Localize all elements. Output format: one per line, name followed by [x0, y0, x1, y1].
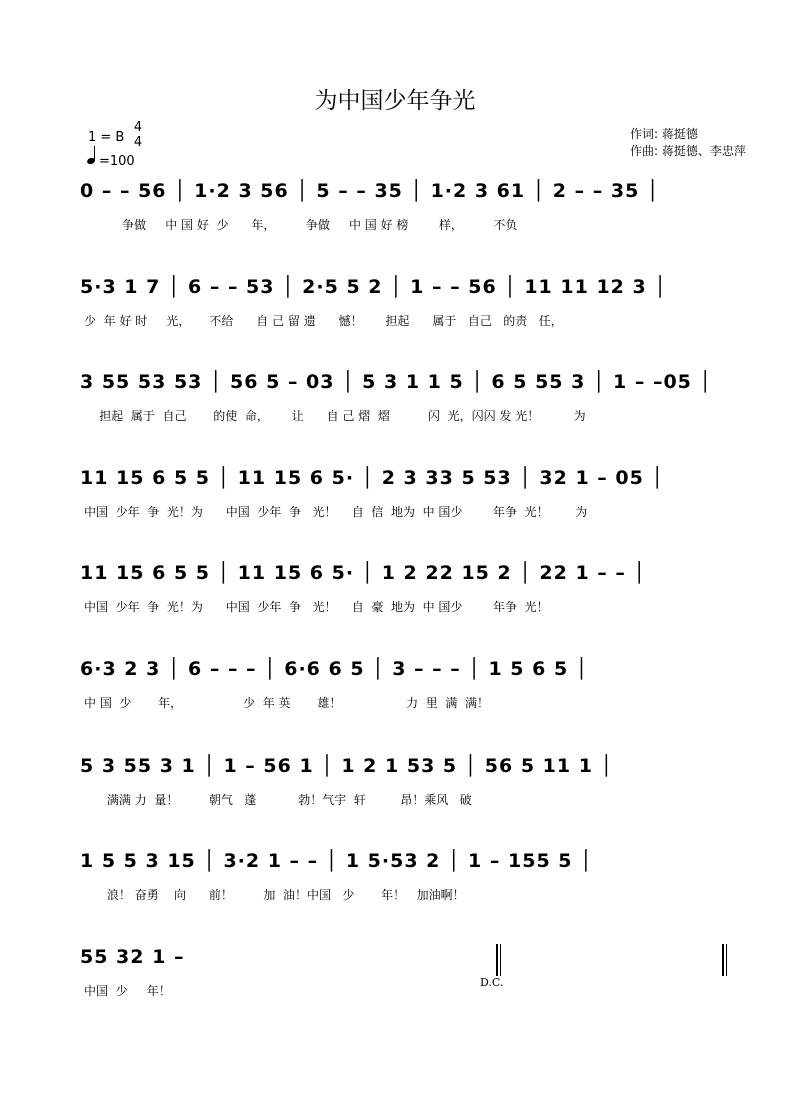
dc-marking: D.C.: [480, 976, 504, 989]
lyrics-line: 担起 属于 自己 的使 命， 让 自 己 熠 熠 闪 光，闪闪 发 光！ 为: [84, 409, 586, 423]
song-title: 为中国少年争光: [314, 88, 476, 114]
notes-line: 0 – – 56 │ 1·2 3 56 │ 5 – – 35 │ 1·2 3 61 │ 2 – – 35 │: [80, 180, 660, 202]
final-barline-thin: [726, 944, 727, 976]
score-row-8: [0, 850, 790, 930]
notes-line: 1 5 5 3 15 │ 3·2 1 – – │ 1 5·53 2 │ 1 – 155 5 │: [80, 850, 593, 872]
repeat-barline-left-thin: [500, 944, 501, 976]
lyrics-line: 中国 少年 争 光！为 中国 少年 争 光！ 自 豪 地为 中 国少 年争 光！: [84, 600, 549, 614]
notes-line: 5·3 1 7 │ 6 – – 53 │ 2·5 5 2 │ 1 – – 56 │ 11 11 12 3 │: [80, 276, 667, 298]
time-signature-top: 4: [133, 120, 143, 135]
score-row-5: [0, 562, 790, 642]
lyrics-line: 中 国 少 年， 少 年 英 雄！ 力 里 满 满！: [84, 696, 490, 710]
notes-line: 11 15 6 5 5 │ 11 15 6 5· │ 1 2 22 15 2 │ 22 1 – – │: [80, 562, 646, 584]
quarter-note-stem: [94, 146, 95, 161]
score-row-3: [0, 371, 790, 451]
lyricist: 作词: 蒋挺德: [630, 127, 698, 141]
lyrics-line: 中国 少年 争 光！为 中国 少年 争 光！ 自 信 地为 中 国少 年争 光！ 为: [84, 505, 588, 519]
notes-line: 55 32 1 –: [80, 946, 185, 968]
credits: [630, 126, 746, 160]
score-row-7: [0, 755, 790, 835]
time-signature: [131, 120, 145, 150]
notes-line: 5 3 55 3 1 │ 1 – 56 1 │ 1 2 1 53 5 │ 56 5 11 1 │: [80, 755, 614, 777]
notes-line: 11 15 6 5 5 │ 11 15 6 5· │ 2 3 33 5 53 │ 32 1 – 05 │: [80, 467, 664, 489]
lyrics-line: 中国 少 年！: [84, 984, 171, 998]
time-signature-bottom: 4: [133, 135, 143, 150]
lyrics-line: 争做 中 国 好 少 年， 争做 中 国 好 榜 样， 不负: [84, 218, 518, 232]
score-row-9: [0, 946, 790, 1026]
tempo-value: =100: [99, 154, 135, 169]
repeat-barline-left: [496, 944, 498, 976]
notes-line: 3 55 53 53 │ 56 5 – 03 │ 5 3 1 1 5 │ 6 5 55 3 │ 1 – –05 │: [80, 371, 712, 393]
key-signature: 1 = B: [88, 130, 125, 145]
notes-line: 6·3 2 3 │ 6 – – – │ 6·6 6 5 │ 3 – – – │ 1 5 6 5 │: [80, 658, 589, 680]
score-row-4: [0, 467, 790, 547]
score-row-6: [0, 658, 790, 738]
lyrics-line: 少 年 好 时 光， 不给 自 己 留 遗 憾！ 担起 属于 自己 的责 任，: [84, 314, 563, 328]
final-barline: [722, 944, 724, 976]
score-row-2: [0, 276, 790, 356]
lyrics-line: 浪！ 奋勇 向 前！ 加 油！中国 少 年！ 加油啊！: [84, 888, 465, 902]
score-row-1: [0, 180, 790, 260]
lyrics-line: 满满 力 量！ 朝气 蓬 勃！气宇 轩 昂！乘风 破: [84, 793, 472, 807]
composer: 作曲: 蒋挺德、李忠萍: [630, 144, 746, 158]
